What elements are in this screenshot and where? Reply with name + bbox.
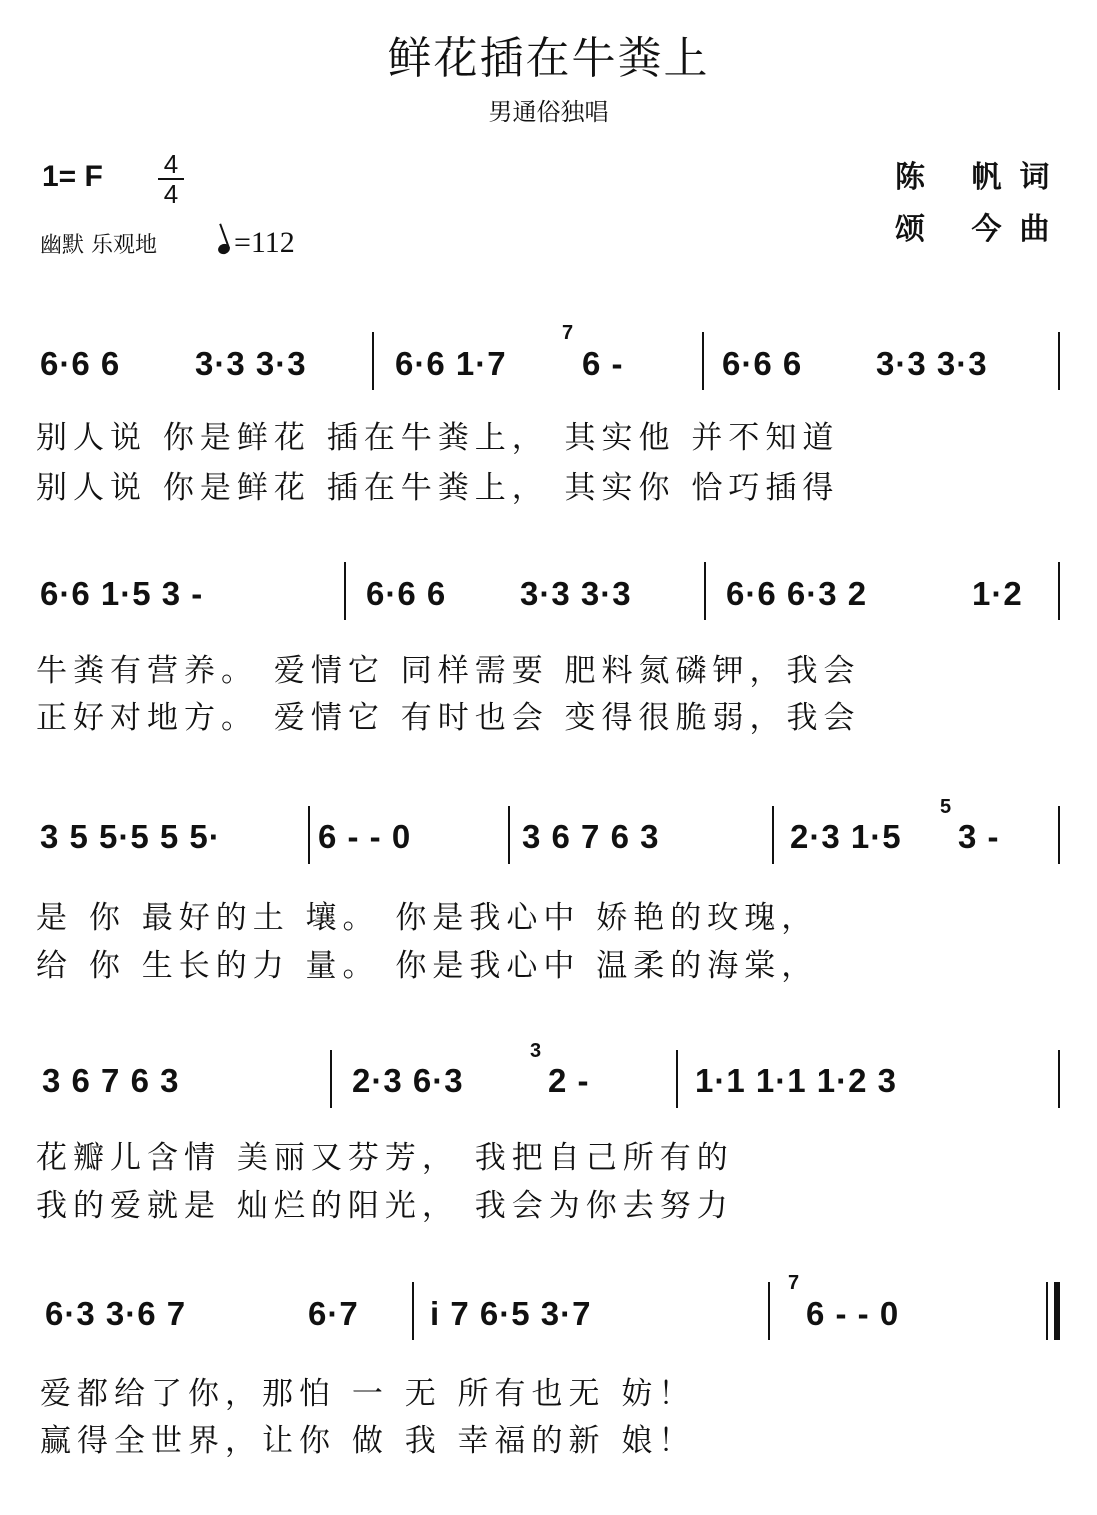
notes-3-2: 6 - - 0: [318, 818, 412, 855]
lyrics-1-verse-1: 别人说 你是鲜花 插在牛粪上， 其实他 并不知道: [36, 420, 840, 456]
tempo-value: =112: [234, 226, 295, 259]
notes-4-2: 2·3 6·3: [352, 1062, 464, 1099]
notes-5-2: 6·7: [308, 1295, 359, 1332]
notes-1-3: 6·6 1·7: [395, 345, 507, 382]
notes-1-1: 6·6 6: [40, 345, 121, 382]
notes-5-3: i 7 6·5 3·7: [430, 1295, 592, 1332]
lyrics-5-verse-2: 赢得全世界，让你 做 我 幸福的新 娘！: [40, 1423, 696, 1459]
notes-2-3: 3·3 3·3: [520, 575, 632, 612]
composer: 颂 今曲: [895, 212, 1068, 247]
grace-note-5: 7: [788, 1272, 801, 1294]
notes-3-3: 3 6 7 6 3: [522, 818, 660, 855]
tempo-marking: [218, 226, 295, 260]
notes-1-6: 3·3 3·3: [876, 345, 988, 382]
notes-1-2: 3·3 3·3: [195, 345, 307, 382]
notes-5-1: 6·3 3·6 7: [45, 1295, 187, 1332]
lyrics-3-verse-2: 给 你 生长的力 量。 你是我心中 温柔的海棠，: [36, 948, 819, 984]
lyrics-2-verse-2: 正好对地方。 爱情它 有时也会 变得很脆弱，我会: [36, 700, 861, 736]
notes-4-1: 3 6 7 6 3: [42, 1062, 180, 1099]
notes-2-2: 6·6 6: [366, 575, 447, 612]
performance-type: 男通俗独唱: [488, 98, 609, 126]
time-denominator: 4: [163, 179, 179, 209]
key-signature: 1= F: [42, 160, 103, 193]
notes-1-4: 6 -: [582, 345, 624, 382]
expression-marking: 幽默 乐观地: [40, 233, 157, 258]
lyrics-5-verse-1: 爱都给了你，那怕 一 无 所有也无 妨！: [40, 1376, 696, 1412]
quarter-note-icon: [217, 242, 232, 256]
notes-4-4: 1·1 1·1 1·2 3: [695, 1062, 897, 1099]
notes-2-1: 6·6 1·5 3 -: [40, 575, 204, 612]
notes-2-4: 6·6 6·3 2: [726, 575, 868, 612]
notes-3-1: 3 5 5·5 5 5·: [40, 818, 221, 855]
grace-note-3: 5: [940, 796, 953, 818]
lyrics-2-verse-1: 牛粪有营养。 爱情它 同样需要 肥料氮磷钾，我会: [36, 653, 861, 689]
credits: [895, 152, 1067, 256]
time-signature: [156, 150, 186, 208]
notes-5-4: 6 - - 0: [806, 1295, 900, 1332]
lyrics-3-verse-1: 是 你 最好的土 壤。 你是我心中 娇艳的玫瑰，: [36, 900, 819, 936]
notes-3-4: 2·3 1·5: [790, 818, 902, 855]
lyrics-1-verse-2: 别人说 你是鲜花 插在牛粪上， 其实你 恰巧插得: [36, 470, 840, 506]
grace-note-4: 3: [530, 1040, 543, 1062]
time-numerator: 4: [163, 149, 179, 179]
lyrics-4-verse-1: 花瓣儿含情 美丽又芬芳， 我把自己所有的: [36, 1140, 734, 1176]
notes-3-5: 3 -: [958, 818, 1000, 855]
grace-note-1: 7: [562, 322, 575, 344]
lyricist: 陈 帆词: [895, 160, 1068, 195]
notes-1-5: 6·6 6: [722, 345, 803, 382]
notes-2-5: 1·2: [972, 575, 1023, 612]
lyrics-4-verse-2: 我的爱就是 灿烂的阳光， 我会为你去努力: [36, 1188, 734, 1224]
song-title: 鲜花插在牛粪上: [387, 33, 710, 84]
notes-4-3: 2 -: [548, 1062, 590, 1099]
